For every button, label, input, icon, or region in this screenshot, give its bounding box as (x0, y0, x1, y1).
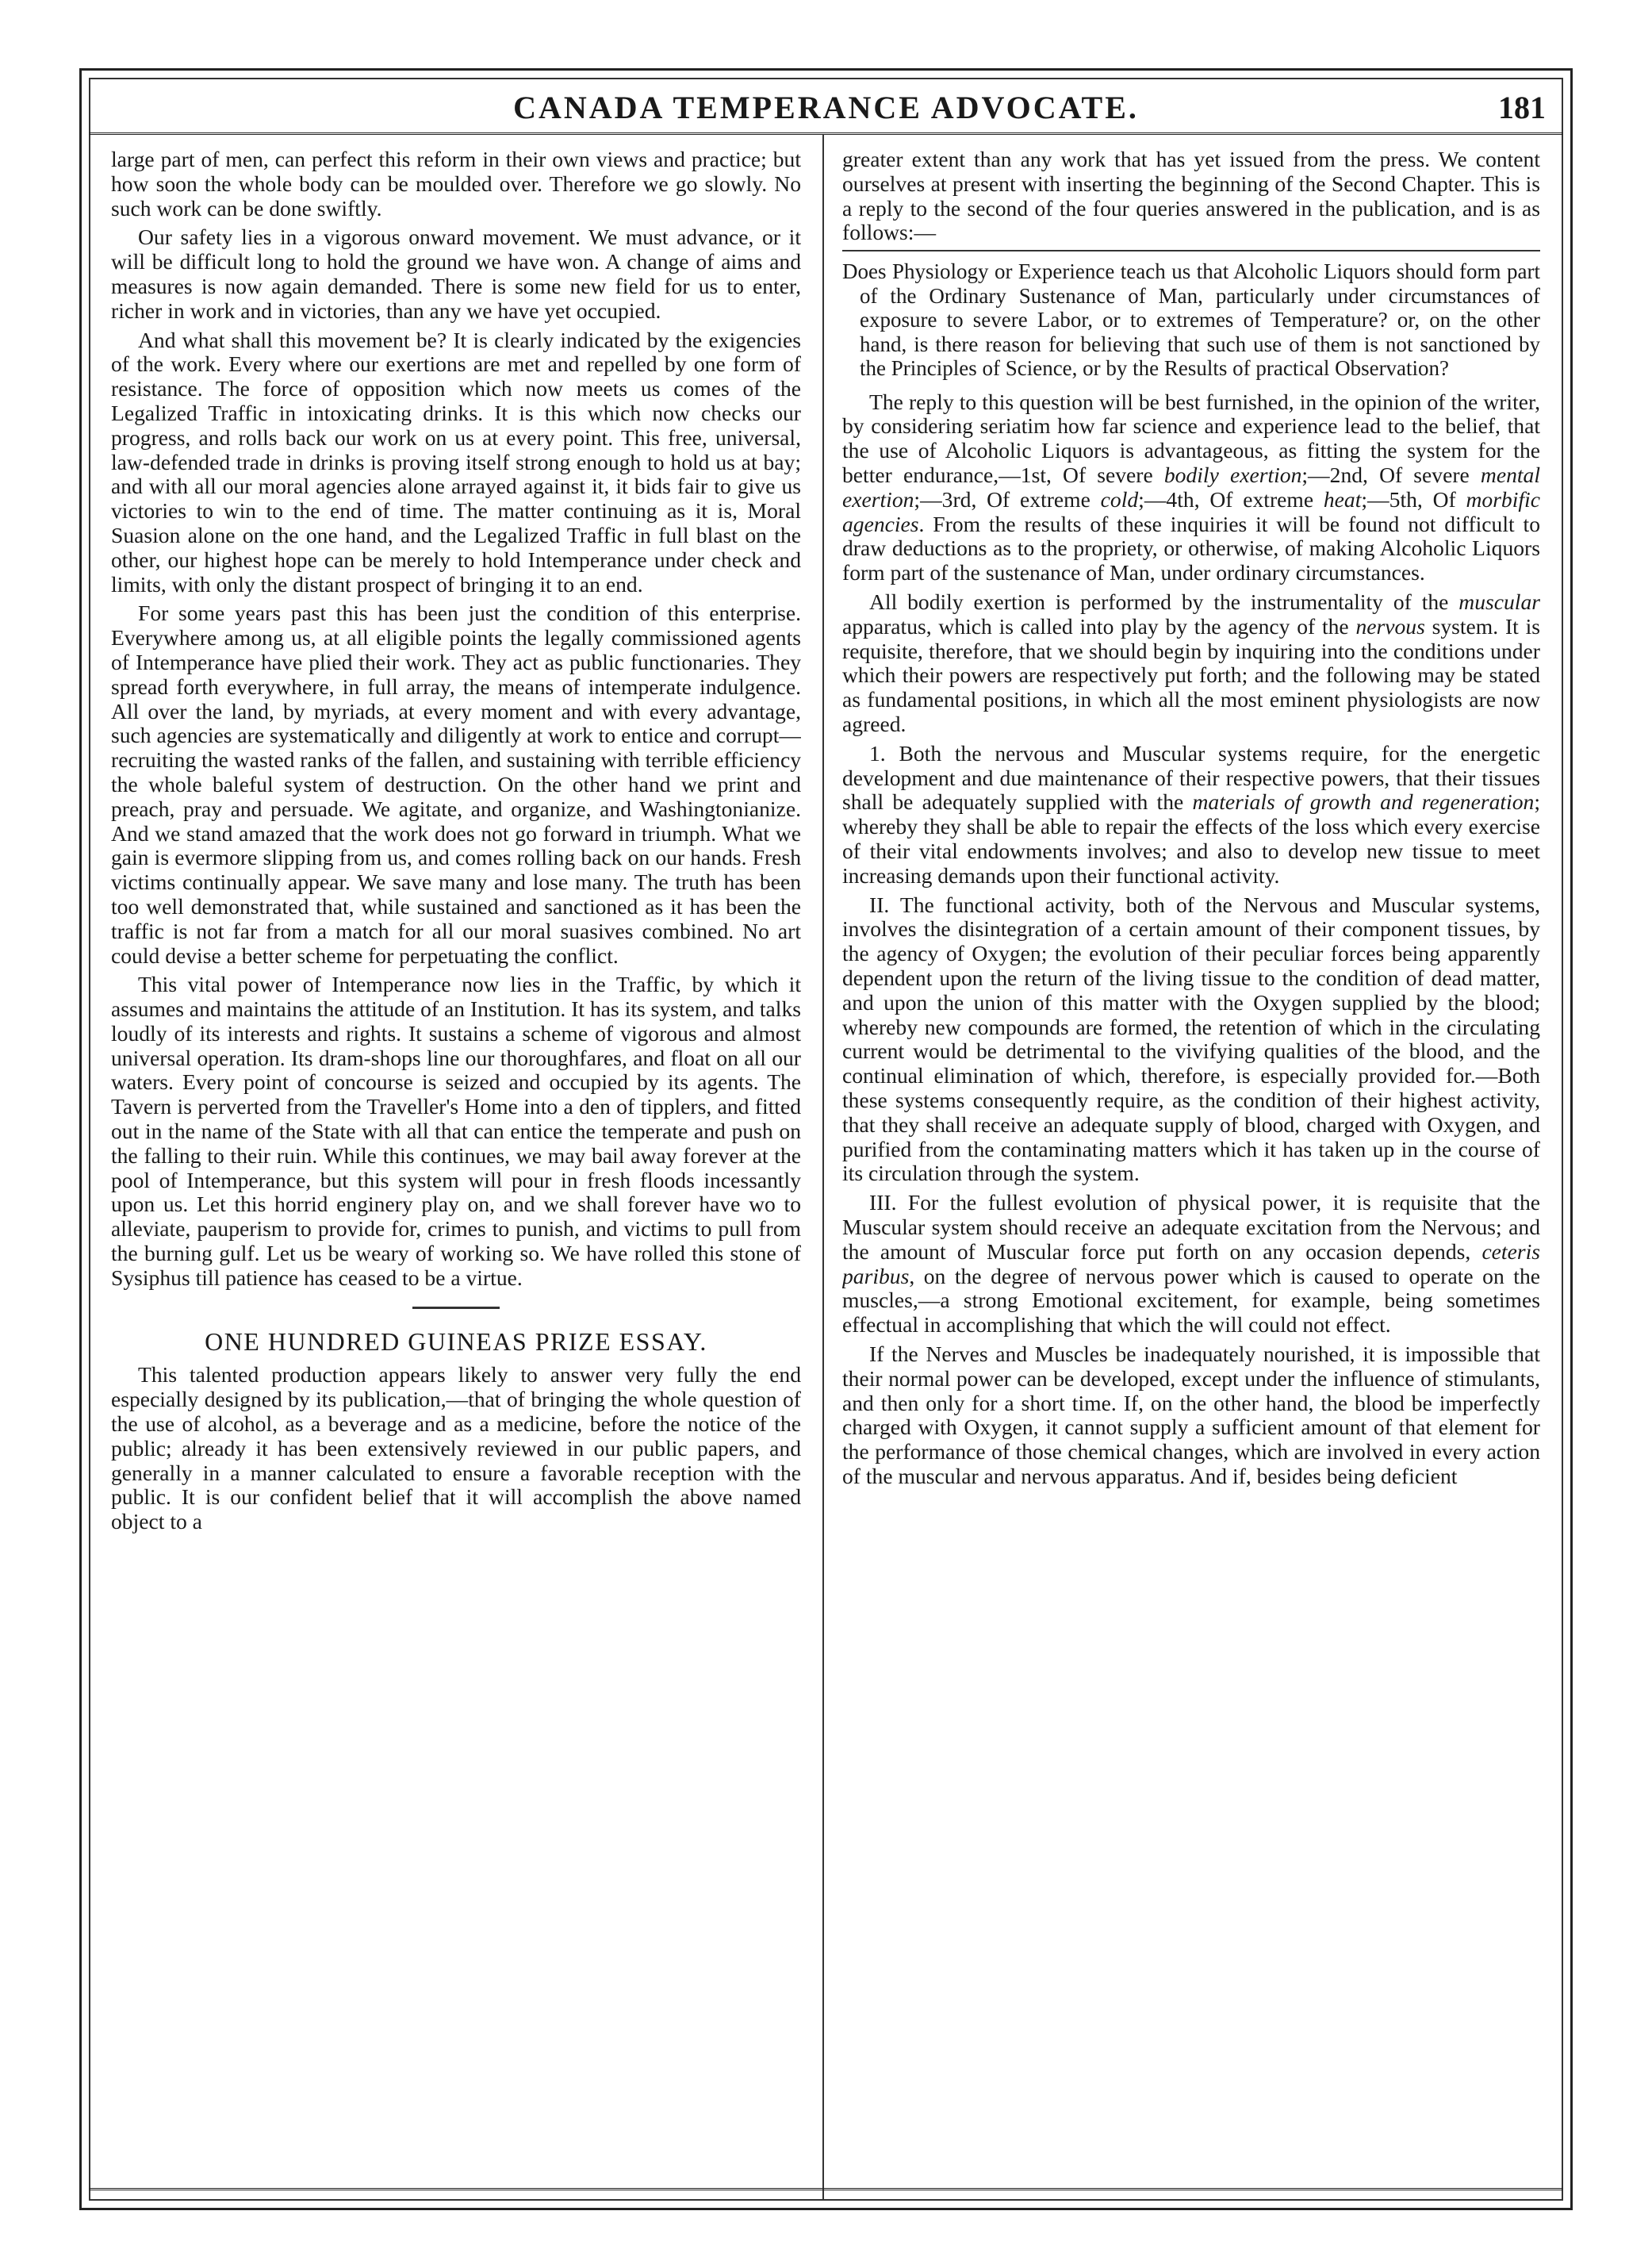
paragraph: Our safety lies in a vigorous onward movement. We must advance, or it will be difficult long to hold the ground we have won. A change of aims and measures is now again demanded. There is some new field for us to enter, richer in work and in victories, than any we have yet occupied. (111, 225, 801, 323)
italic-text: cold (1100, 486, 1139, 512)
paragraph: This talented production appears likely to answer very fully the end especially designed by its publication,—that of bringing the whole question of the use of alcohol, as a beverage and as a medicine, before the notice of the public; already it has been extensively reviewed in our public papers, and generally in a manner calculated to ensure a favorable reception with the public. It is our confident belief that it will accomplish the above named object to a (111, 1362, 801, 1534)
text: ;—4th, Of extreme (1138, 486, 1324, 512)
italic-text: heat (1323, 486, 1362, 512)
paragraph: If the Nerves and Muscles be inadequately nourished, it is impossible that their normal power can be developed, except under the influence of stimulants, and then only for a short time. If, on the other hand, the blood be imperfectly charged with Oxygen, it cannot supply a sufficient amount of that element for the performance of those chemical changes, which are involved in every action of the muscular and nervous apparatus. And if, besides being deficient (842, 1341, 1540, 1488)
column-divider (822, 135, 824, 2201)
paragraph (842, 1191, 1540, 1338)
italic-text: muscular (1458, 589, 1540, 615)
rule (842, 250, 1540, 251)
text: All bodily exertion is performed by the instrumentality of the (869, 589, 1459, 615)
italic-text: morbific agencies (842, 486, 1540, 536)
paragraph (842, 742, 1540, 889)
text: apparatus, which is called into play by the agency of the (842, 613, 1356, 639)
paragraph: For some years past this has been just the condition of this enterprise. Everywhere among us, at all eligible points the legally commissioned agents of Intemperance have plied their work. They act as public functionaries. They spread forth everywhere, in full array, the means of intemperate indulgence. All over the land, by myriads, at every moment and with every advantage, such agencies are systematically and diligently at work to entice and corrupt—recruiting the wasted ranks of the fallen, and sustaining with terrible efficiency the whole baleful system of destruction. On the other hand we print and preach, pray and persuade. We agitate, and organize, and Washingtonianize. And we stand amazed that the work does not go forward in triumph. What we gain is evermore slipping from us, and comes rolling back on our hands. Fresh victims continually appear. We save many and lose many. The truth has been too well demonstrated that, while sustained and sanctioned as it has been the traffic is not far from a match for all our moral suasives combined. No art could devise a better scheme for perpetuating the conflict. (111, 601, 801, 968)
text: ;—2nd, Of severe (1301, 463, 1481, 488)
left-column (111, 148, 801, 2186)
paragraph: This vital power of Intemperance now lies in the Traffic, by which it assumes and maintains the attitude of an Institution. It has its system, and talks loudly of its interests and rights. It sustains a scheme of vigorous and almost universal operation. Its dram-shops line our thoroughfares, and float on all our waters. Every point of concourse is seized and occupied by its agents. The Tavern is perverted from the Traveller's Home into a den of tipplers, and fitted out in the name of the State with all that can entice the temperate and push on the falling to their ruin. While this continues, we may bail away forever at the pool of Intemperance, but this system will pour in fresh floods incessantly upon us. Let this horrid enginery play on, and we shall forever have wo to alleviate, pauperism to provide for, crimes to punish, and victims to pull from the burning gulf. Let us be weary of working so. We have rolled this stone of Sysiphus till patience has ceased to be a virtue. (111, 972, 801, 1290)
query-block: Does Physiology or Experience teach us that Alcoholic Liquors should form part of the Ordinary Sustenance of Man, particularly under circumstances of exposure to severe Labor, or to extremes of Temperature? or, on the other hand, is there reason for believing that such use of them is not sanctioned by the Principles of Science, or by the Results of practical Observation? (842, 259, 1540, 381)
paragraph (842, 590, 1540, 737)
text: . From the results of these inquiries it will be found not difficult to draw deductions as to the propriety, or otherwise, of making Alcoholic Liquors form part of the sustenance of Man, under ordinary circumstances. (842, 511, 1540, 585)
italic-text: ceteris paribus (842, 1238, 1540, 1288)
paragraph: II. The functional activity, both of the Nervous and Muscular systems, involves the disintegration of a certain amount of their component tissues, by the agency of Oxygen; the evolution of their peculiar forces being apparently dependent upon the return of the living tissue to the condition of dead matter, and upon the union of this matter with the Oxygen supplied by the blood; whereby new compounds are formed, the retention of which in the circulating current would be detrimental to the vivifying qualities of the blood, and the continual elimination of which, therefore, is especially provided for.—Both these systems consequently require, as the condition of their highest activity, that they shall receive an adequate supply of blood, charged with Oxygen, and purified from the contaminating matters which it has taken up in the course of its circulation through the system. (842, 892, 1540, 1186)
paragraph: And what shall this movement be? It is clearly indicated by the exigencies of the work. Every where our exertions are met and repelled by one form of resistance. The force of opposition which now meets us comes of the Legalized Traffic in intoxicating drinks. It is this which now checks our progress, and rolls back our work on us at every point. This free, universal, law-defended trade in drinks is proving itself strong enough to hold us at bay; and with all our moral agencies alone arrayed against it, it bids fair to give us victories to win to the end of time. The matter continuing as it is, Moral Suasion alone on the one hand, and the Legalized Traffic in full blast on the other, our highest hope can be merely to hold Intemperance under check and limits, with only the distant prospect of bringing it to an end. (111, 327, 801, 597)
paragraph: greater extent than any work that has yet issued from the press. We content ourselves at present with inserting the beginning of the Second Chapter. This is a reply to the second of the four queries answered in the publication, and is as follows:— (842, 148, 1540, 245)
right-column (842, 148, 1540, 2186)
italic-text: mental exertion (842, 463, 1540, 512)
italic-text: nervous (1355, 613, 1425, 639)
page-footer-rule (89, 2188, 1563, 2190)
italic-text: materials of growth and regeneration (1192, 789, 1535, 815)
page-header (89, 78, 1563, 135)
text: ;—3rd, Of extreme (914, 486, 1101, 512)
text: The reply to this question will be best furnished, in the opinion of the writer, by considering seriatim how far science and experience lead to the belief, that the use of Alcoholic Liquors is advantageous, as fitting the system for the better endurance,—1st, Of severe (842, 389, 1540, 488)
italic-text: bodily exertion (1163, 463, 1302, 488)
publication-title: CANADA TEMPERANCE ADVOCATE. (513, 90, 1139, 125)
text: , on the degree of nervous power which is caused to operate on the muscles,—a strong Emotional excitement, for example, being sometimes effectual in accomplishing that which the will could not effect. (842, 1263, 1540, 1338)
paragraph (842, 390, 1540, 585)
text: III. For the fullest evolution of physical power, it is requisite that the Muscular system should receive an adequate excitation from the Nervous; and the amount of Muscular force put forth on any occasion depends, (842, 1190, 1540, 1264)
text: 1. Both the nervous and Muscular systems require, for the energetic development and due maintenance of their respective powers, that their tissues shall be adequately supplied with the (842, 740, 1540, 815)
section-divider (412, 1307, 500, 1309)
page-number: 181 (1498, 90, 1546, 125)
paragraph: large part of men, can perfect this reform in their own views and practice; but how soon the whole body can be moulded over. Therefore we go slowly. No such work can be done swiftly. (111, 148, 801, 221)
essay-heading: ONE HUNDRED GUINEAS PRIZE ESSAY. (205, 1326, 707, 1356)
text: system. It is requisite, therefore, that we should begin by inquiring into the conditions under which their powers are respectively put forth; and the following may be stated as fundamental positions, in which all the most eminent physiologists are now agreed. (842, 613, 1540, 737)
text: ; whereby they shall be able to repair the effects of the loss which every exercise of their vital endowments involves; and also to develop new tissue to meet increasing demands upon their functional activity. (842, 789, 1540, 888)
text: ;—5th, Of (1361, 486, 1466, 512)
